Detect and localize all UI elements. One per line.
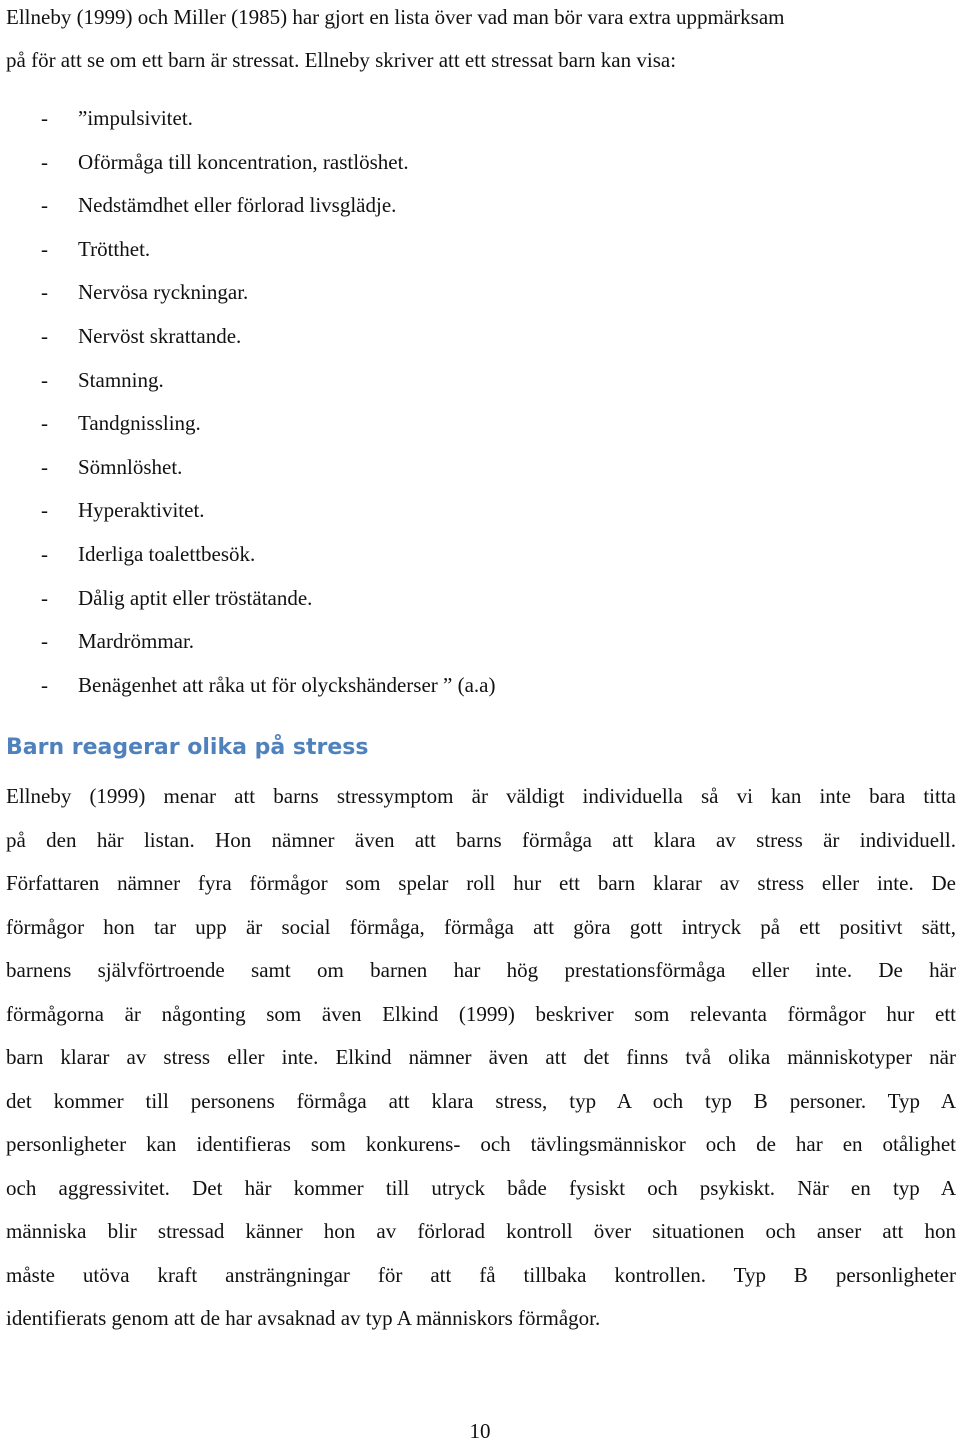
bullet-dash: - [41,629,48,654]
paragraph-line: måste utöva kraft ansträngningar för att få tillbaka kontrollen. Typ B personligheter [6,1262,956,1287]
bullet-dash: - [41,280,48,305]
list-item-text: Nervöst skrattande. [78,323,242,348]
intro-line: på för att se om ett barn är stressat. Ellneby skriver att ett stressat barn kan visa: [6,48,677,72]
list-item-text: Mardrömmar. [78,629,195,654]
list-item-text: Hyperaktivitet. [78,498,205,523]
list-item-text: Dålig aptit eller tröstätande. [78,585,313,610]
bullet-dash: - [41,367,48,392]
intro-paragraph [6,0,956,82]
list-item-text: Oförmåga till koncentration, rastlöshet. [78,149,409,174]
list-item-text: Nedstämdhet eller förlorad livsglädje. [78,193,397,218]
paragraph-line: barnens självförtroende samt om barnen har hög prestationsförmåga eller inte. De här [6,958,956,982]
paragraph-line: Ellneby (1999) menar att barns stressymptom är väldigt individuella så vi kan inte bara titta [6,784,956,808]
section-heading: Barn reagerar olika på stress [6,735,369,760]
list-item-text: Stamning. [78,367,164,392]
intro-line: Ellneby (1999) och Miller (1985) har gjort en lista över vad man bör vara extra uppmärksam [6,5,785,29]
paragraph-line: förmågor hon tar upp är social förmåga, förmåga att göra gott intryck på ett positivt sätt, [6,914,956,939]
paragraph-line: identifierats genom att de har avsaknad av typ A människors förmågor. [6,1306,601,1330]
paragraph-line: förmågorna är någonting som även Elkind (1999) beskriver som relevanta förmågor hur ett [6,1001,956,1026]
paragraph-line: på den här listan. Hon nämner även att barns förmåga att klara av stress är individuell. [6,827,956,852]
list-item-text: Trötthet. [78,236,151,261]
list-item-text: Iderliga toalettbesök. [78,541,256,566]
paragraph-line: personligheter kan identifieras som konkurens- och tävlingsmänniskor och de har en otålighet [6,1132,956,1156]
bullet-dash: - [41,454,48,479]
bullet-dash: - [41,672,48,697]
bullet-dash: - [41,236,48,261]
list-item-text: Benägenhet att råka ut för olyckshänderser ” (a.a) [78,672,496,697]
bullet-dash: - [41,106,48,130]
body-paragraph [6,775,956,1341]
bullet-dash: - [41,193,48,218]
list-item-text: ”impulsivitet. [78,106,193,130]
paragraph-line: Författaren nämner fyra förmågor som spelar roll hur ett barn klarar av stress eller inte. De [6,871,956,895]
bullet-dash: - [41,411,48,436]
bullet-dash: - [41,585,48,610]
page-number: 10 [469,1419,491,1443]
list-item-text: Tandgnissling. [78,411,201,436]
list-item-text: Sömnlöshet. [78,454,183,479]
paragraph-line: människa blir stressad känner hon av förlorad kontroll över situationen och anser att hon [6,1219,956,1243]
list-item-text: Nervösa ryckningar. [78,280,249,305]
bullet-dash: - [41,541,48,566]
bullet-dash: - [41,149,48,174]
bullet-dash: - [41,323,48,348]
paragraph-line: det kommer till personens förmåga att klara stress, typ A och typ B personer. Typ A [6,1088,956,1113]
paragraph-line: barn klarar av stress eller inte. Elkind nämner även att det finns två olika människotyper när [6,1045,956,1069]
paragraph-line: och aggressivitet. Det här kommer till utryck både fysiskt och psykiskt. När en typ A [6,1175,956,1200]
bullet-dash: - [41,498,48,523]
